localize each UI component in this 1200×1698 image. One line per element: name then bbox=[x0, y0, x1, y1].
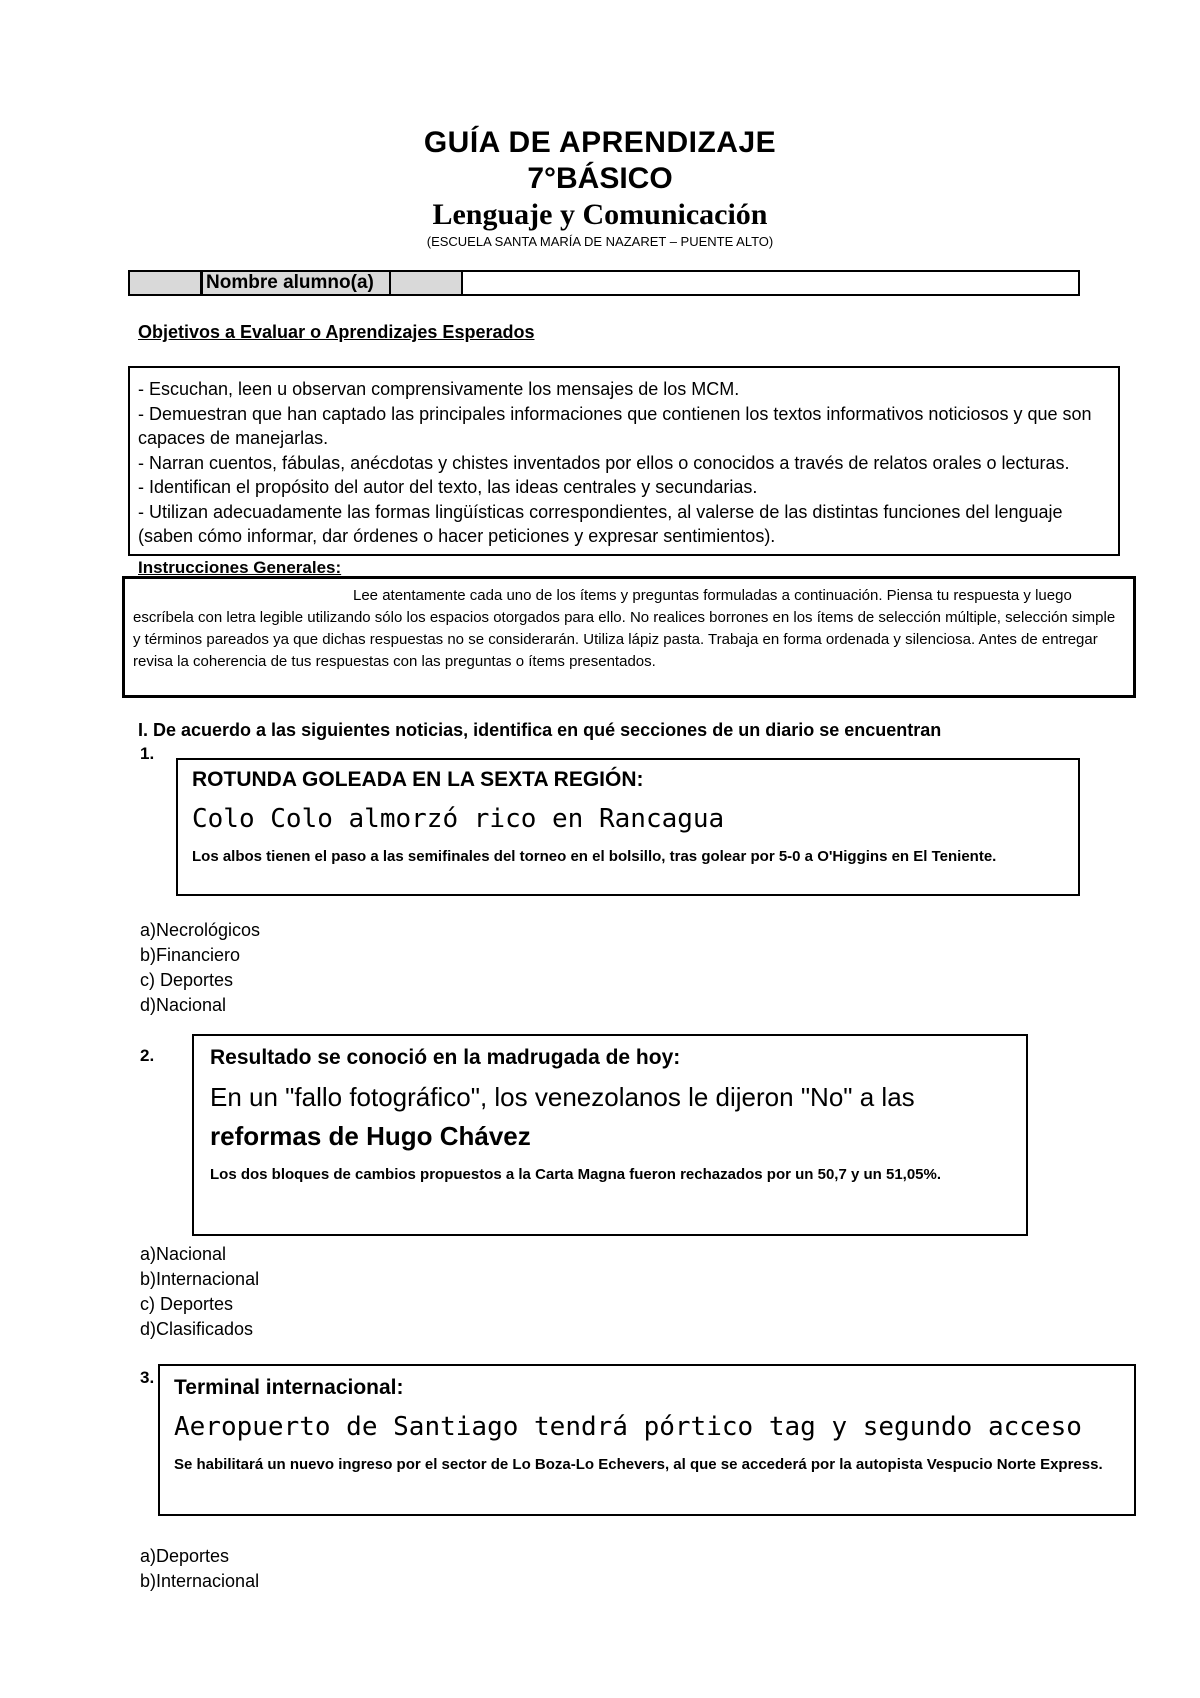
question-number: 3. bbox=[140, 1368, 155, 1387]
option-b[interactable]: b)Internacional bbox=[140, 1571, 260, 1591]
option-c[interactable]: c) Deportes bbox=[140, 1294, 234, 1314]
objective-item: - Demuestran que han captado las principales informaciones que contienen los textos informativos noticiosos y que son capaces de manejarlas. bbox=[138, 403, 1092, 448]
option-d[interactable]: d)Nacional bbox=[140, 995, 227, 1015]
name-table-spacer bbox=[130, 272, 201, 294]
news-headline: Colo Colo almorzó rico en Rancagua bbox=[192, 804, 725, 834]
objective-item: - Narran cuentos, fábulas, anécdotas y chistes inventados por ellos o conocidos a través de relatos orales o lecturas. bbox=[138, 452, 1070, 473]
news-box bbox=[192, 1034, 1028, 1236]
news-subtitle: Los dos bloques de cambios propuestos a la Carta Magna fueron rechazados por un 50,7 y un 51,05%. bbox=[210, 1166, 942, 1183]
school-name: (ESCUELA SANTA MARÍA DE NAZARET – PUENTE ALTO) bbox=[426, 234, 774, 249]
news-kicker: ROTUNDA GOLEADA EN LA SEXTA REGIÓN: bbox=[192, 768, 644, 791]
instructions-box: Lee atentamente cada uno de los ítems y preguntas formuladas a continuación. Piensa tu respuesta y luego escríbela con letra legible utilizando sólo los espacios otorgados para ello. No realices borrones en los ítems de selección múltiple, selección simple y términos pareados ya que dichas respuestas no se considerarán. Utiliza lápiz pasta. Trabaja en forma ordenada y silenciosa. Antes de entregar revisa la coherencia de tus respuestas con las preguntas o ítems presentados. bbox=[122, 576, 1136, 698]
question-number: 2. bbox=[140, 1046, 155, 1065]
news-subtitle: Los albos tienen el paso a las semifinales del torneo en el bolsillo, tras golear por 5-0 a O'Higgins en El Teniente. bbox=[192, 848, 997, 865]
page-title: GUÍA DE APRENDIZAJE bbox=[423, 126, 777, 159]
news-headline: Aeropuerto de Santiago tendrá pórtico tag y segundo acceso bbox=[174, 1412, 1082, 1442]
objective-item: - Escuchan, leen u observan comprensivamente los mensajes de los MCM. bbox=[138, 379, 740, 399]
subject-title: Lenguaje y Comunicación bbox=[432, 198, 768, 231]
options-list bbox=[140, 1544, 259, 1594]
options-list bbox=[140, 1242, 259, 1342]
option-d[interactable]: d)Clasificados bbox=[140, 1319, 254, 1339]
option-a[interactable]: a)Deportes bbox=[140, 1546, 230, 1566]
option-a[interactable]: a)Nacional bbox=[140, 1244, 227, 1264]
objective-item: - Identifican el propósito del autor del texto, las ideas centrales y secundarias. bbox=[138, 477, 758, 497]
option-a[interactable]: a)Necrológicos bbox=[140, 920, 261, 940]
objectives-box bbox=[128, 366, 1120, 556]
student-name-label: Nombre alumno(a) bbox=[201, 272, 391, 294]
option-c[interactable]: c) Deportes bbox=[140, 970, 234, 990]
news-box bbox=[176, 758, 1080, 896]
instructions-title: Instrucciones Generales: bbox=[138, 558, 342, 577]
news-kicker: Resultado se conoció en la madrugada de hoy: bbox=[210, 1046, 681, 1069]
news-kicker: Terminal internacional: bbox=[174, 1376, 404, 1399]
section-heading: I. De acuerdo a las siguientes noticias, identifica en qué secciones de un diario se encuentran bbox=[138, 720, 942, 740]
question-number: 1. bbox=[140, 744, 155, 763]
objectives-title: Objetivos a Evaluar o Aprendizajes Esperados bbox=[138, 322, 535, 342]
option-b[interactable]: b)Financiero bbox=[140, 945, 241, 965]
options-list bbox=[140, 918, 260, 1018]
news-headline: En un "fallo fotográfico", los venezolanos le dijeron "No" a las bbox=[210, 1082, 915, 1112]
news-headline-line2: reformas de Hugo Chávez bbox=[210, 1121, 531, 1151]
grade-title: 7°BÁSICO bbox=[527, 162, 673, 195]
student-name-table bbox=[128, 270, 1080, 296]
objective-item: - Utilizan adecuadamente las formas lingüísticas correspondientes, al valerse de las distintas funciones del lenguaje (saben cómo informar, dar órdenes o hacer peticiones y expresar sentimientos). bbox=[138, 501, 1063, 546]
name-table-spacer-2 bbox=[391, 272, 463, 294]
option-b[interactable]: b)Internacional bbox=[140, 1269, 260, 1289]
student-name-field[interactable] bbox=[463, 272, 1078, 294]
news-subtitle: Se habilitará un nuevo ingreso por el sector de Lo Boza-Lo Echevers, al que se accederá por la autopista Vespucio Norte Express. bbox=[174, 1456, 1103, 1473]
news-box bbox=[158, 1364, 1136, 1516]
